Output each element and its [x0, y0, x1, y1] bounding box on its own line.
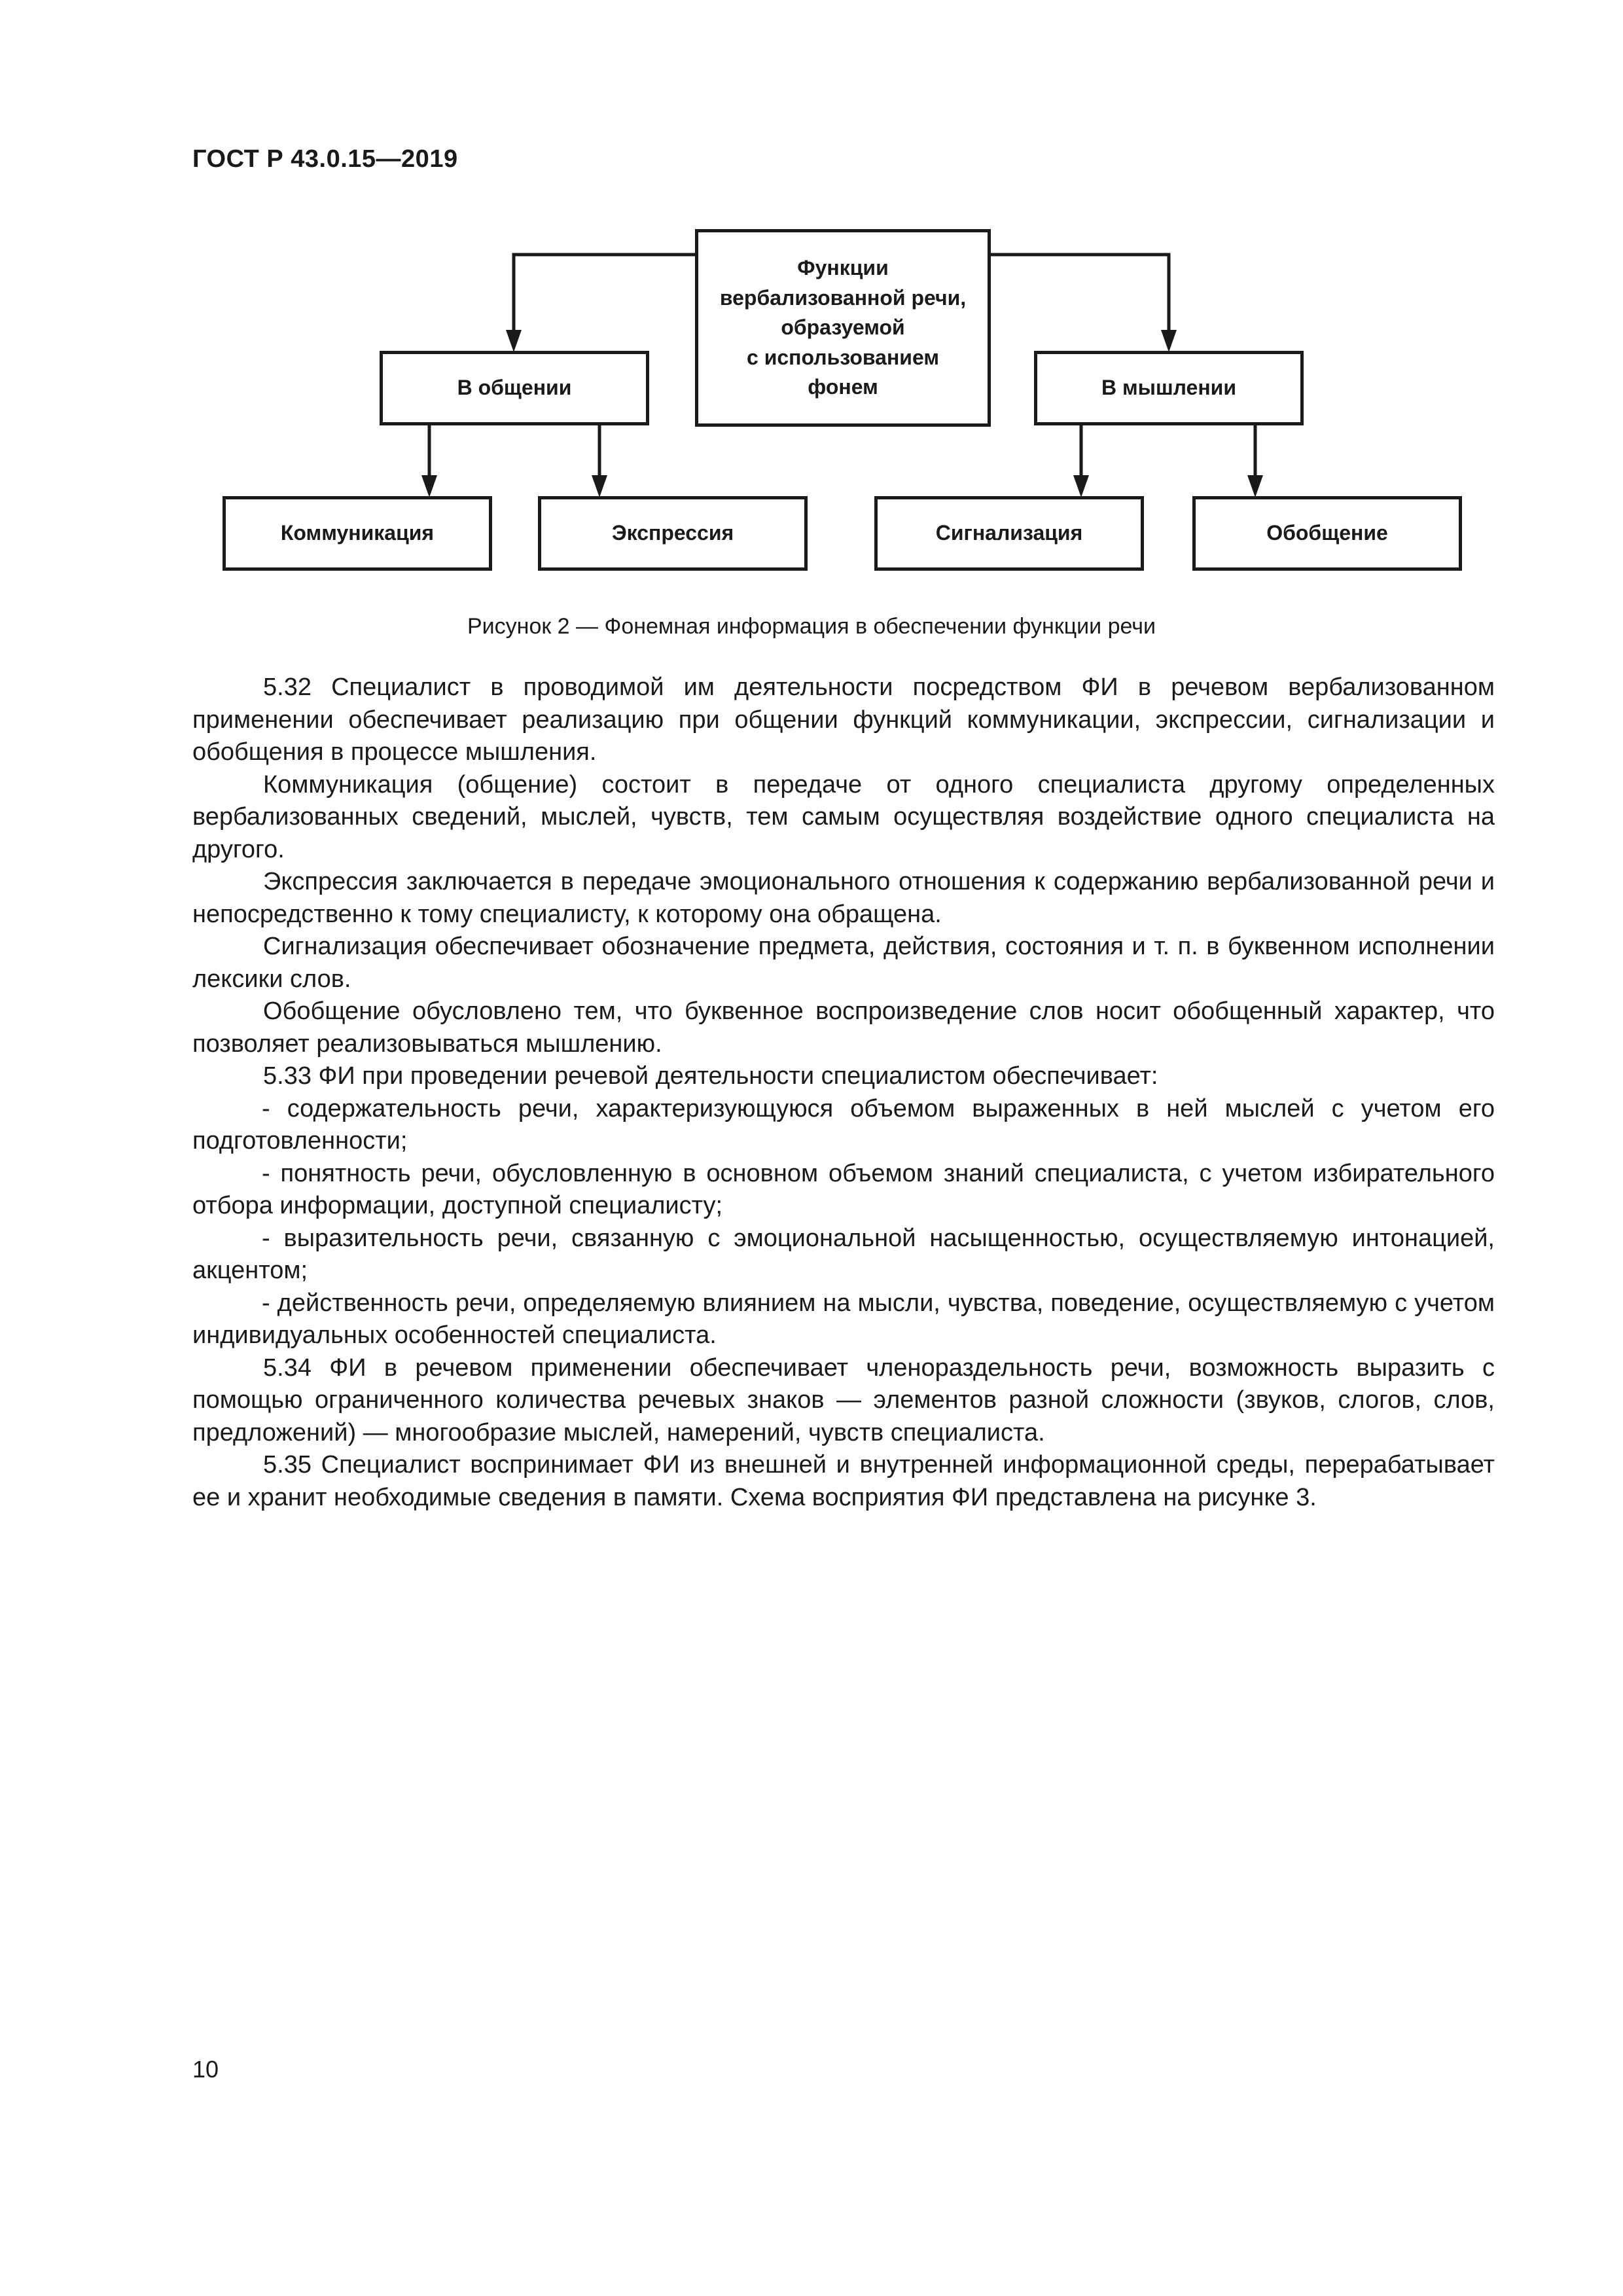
arrowhead — [421, 475, 437, 497]
leaf-generalization — [1192, 496, 1462, 571]
arrowhead — [1073, 475, 1089, 497]
leaf-expression-label: Экспрессия — [611, 521, 734, 545]
paragraph: 5.32 Специалист в проводимой им деятельности посредством ФИ в речевом вербализованном применении обеспечивает реализацию при общении функций коммуникации, экспрессии, сигнализации и обобщения в процессе мышления. — [192, 673, 1495, 766]
list-item: - выразительность речи, связанную с эмоциональной насыщенностью, осуществляемую интонацией, акцентом; — [192, 1224, 1495, 1284]
paragraph: Коммуникация (общение) состоит в передаче от одного специалиста другому определенных вербализованных сведений, мыслей, чувств, тем самым осуществляя воздействие одного специалиста на другого. — [192, 770, 1495, 863]
paragraph: 5.35 Специалист воспринимает ФИ из внешней и внутренней информационной среды, перерабатывает ее и хранит необходимые сведения в памяти. Схема восприятия ФИ представлена на рисунке 3. — [192, 1451, 1495, 1511]
paragraph: Обобщение обусловлено тем, что буквенное воспроизведение слов носит обобщенный характер, что позволяет реализовываться мышлению. — [192, 997, 1495, 1058]
body-text — [192, 672, 1495, 1514]
leaf-generalization-label: Обобщение — [1266, 521, 1388, 545]
paragraph: Сигнализация обеспечивает обозначение предмета, действия, состояния и т. п. в буквенном исполнении лексики слов. — [192, 933, 1495, 993]
arrowhead — [1247, 475, 1263, 497]
left-box — [380, 351, 649, 425]
arrowhead — [1161, 330, 1177, 352]
arrowhead — [506, 330, 522, 352]
document-header: ГОСТ Р 43.0.15—2019 — [192, 145, 458, 173]
right-box-label: В мышлении — [1101, 376, 1237, 400]
center-box-label: Функции вербализованной речи, образуемой с использованием фонем — [719, 256, 967, 399]
list-item: - понятность речи, обусловленную в основном объемом знаний специалиста, с учетом избирательного отбора информации, доступной специалисту; — [192, 1159, 1495, 1219]
left-box-label: В общении — [457, 376, 572, 400]
list-item: - содержательность речи, характеризующуюся объемом выраженных в ней мыслей с учетом его подготовленности; — [192, 1094, 1495, 1155]
paragraph: 5.34 ФИ в речевом применении обеспечивает членораздельность речи, возможность выразить с помощью ограниченного количества речевых знаков — элементов разной сложности (звуков, слогов, слов, предложений) — многообразие мыслей, намерений, чувств специалиста. — [192, 1354, 1495, 1446]
paragraph: Экспрессия заключается в передаче эмоционального отношения к содержанию вербализованной речи и непосредственно к тому специалисту, к которому она обращена. — [192, 868, 1495, 928]
leaf-signaling — [874, 496, 1144, 571]
leaf-expression — [538, 496, 808, 571]
right-box — [1034, 351, 1304, 425]
center-box — [695, 229, 991, 427]
paragraph: 5.33 ФИ при проведении речевой деятельности специалистом обеспечивает: — [263, 1062, 1158, 1090]
page-number: 10 — [192, 2056, 219, 2083]
leaf-communication — [223, 496, 492, 571]
figure-caption: Рисунок 2 — Фонемная информация в обеспечении функции речи — [467, 614, 1156, 639]
connector-center-left — [514, 255, 698, 332]
leaf-communication-label: Коммуникация — [280, 521, 435, 545]
connector-center-right — [988, 255, 1169, 332]
arrowhead — [592, 475, 607, 497]
list-item: - действенность речи, определяемую влиянием на мысли, чувства, поведение, осуществляемую с учетом индивидуальных особенностей специалиста. — [192, 1289, 1495, 1349]
leaf-signaling-label: Сигнализация — [935, 521, 1083, 545]
